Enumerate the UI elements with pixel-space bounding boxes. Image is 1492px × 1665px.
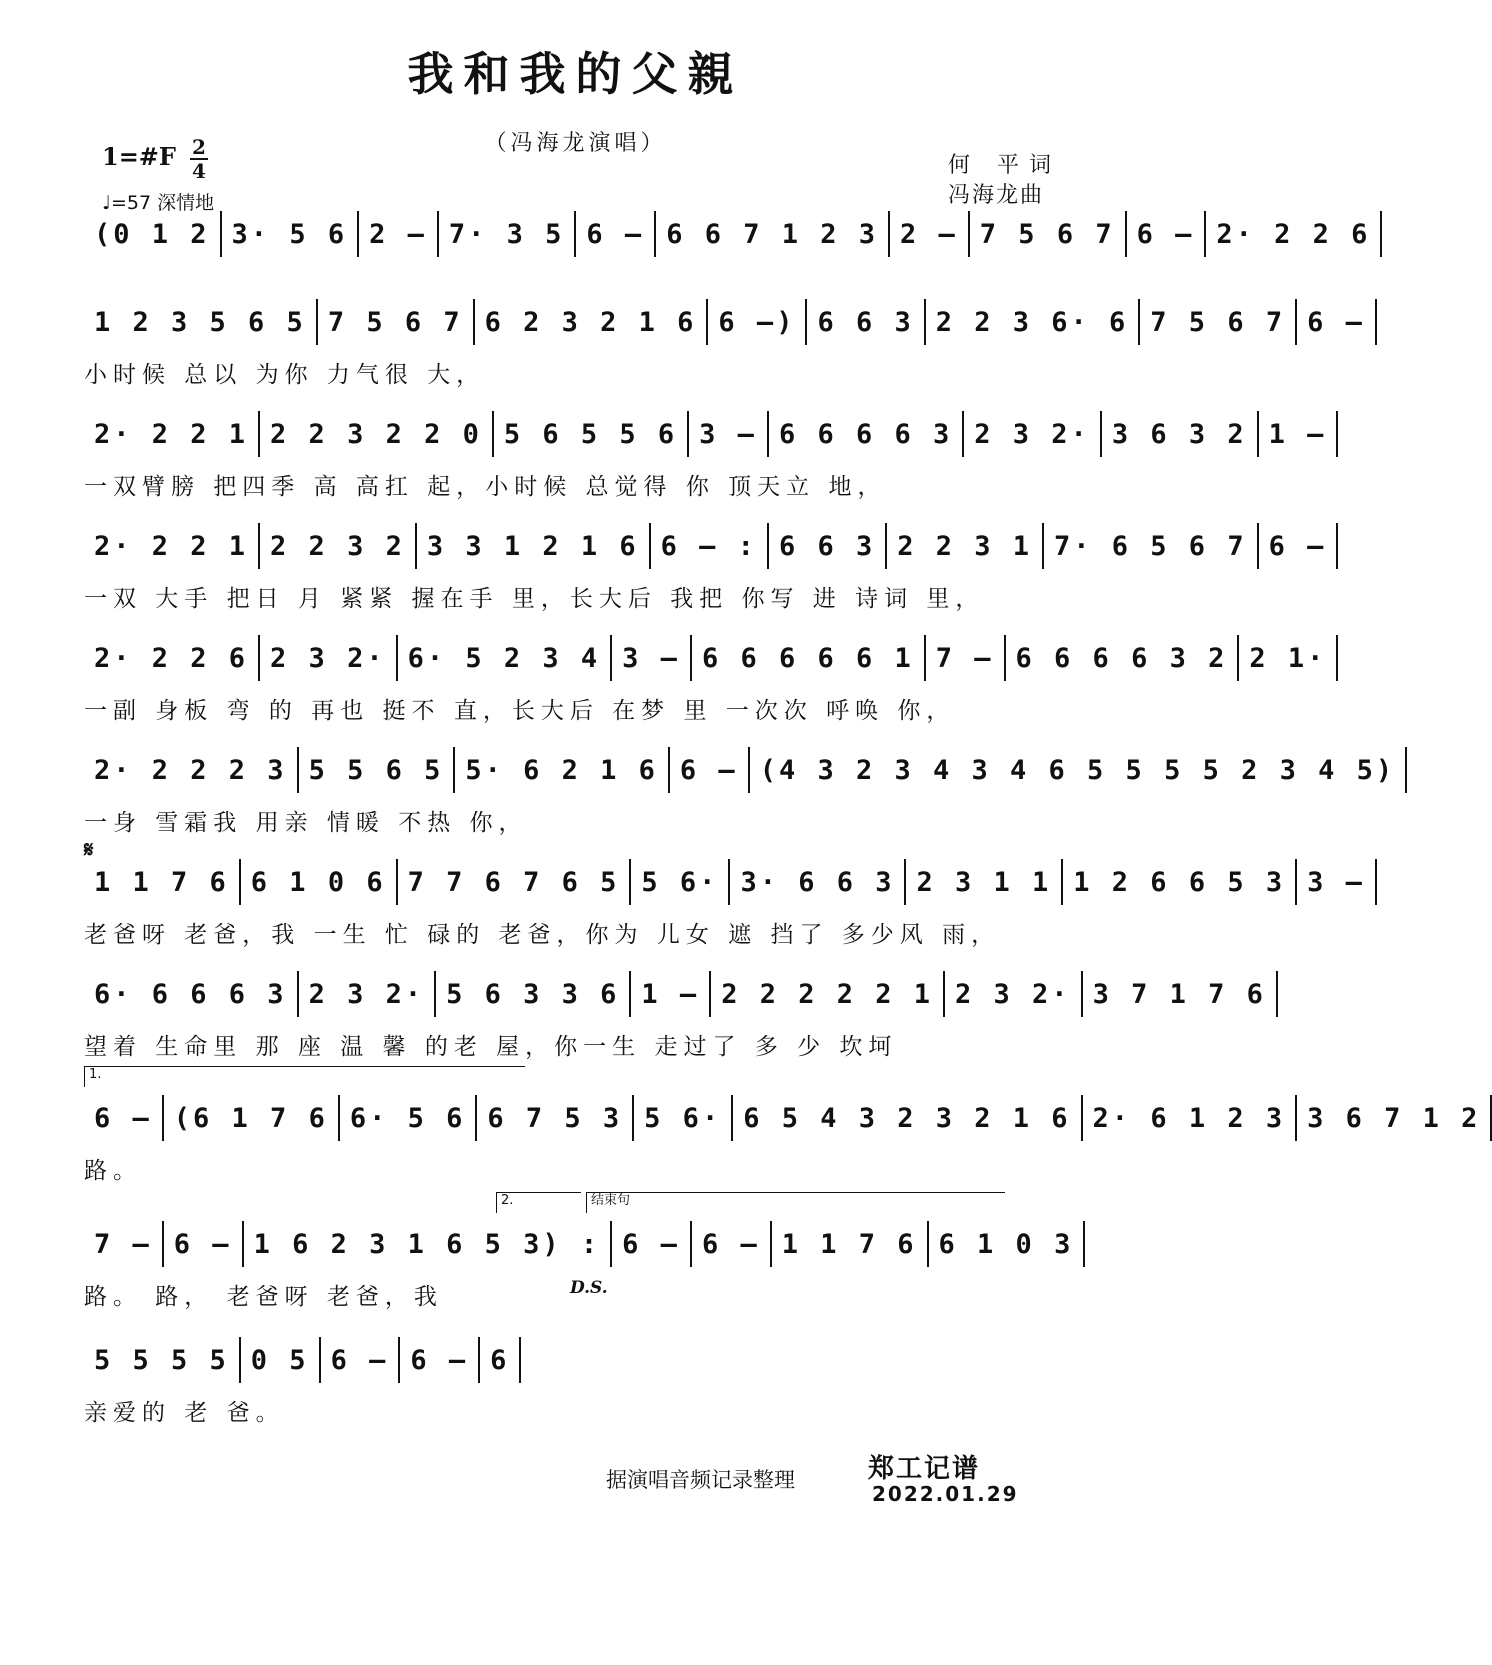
measure: 6· 6 6 6 3 <box>94 978 287 1010</box>
measure: 2 3 2· <box>270 642 386 674</box>
song-title: 我和我的父親 <box>407 47 744 101</box>
lyrics-line: 望着 生命里 那 座 温 馨 的老 屋，你一生 走过了 多 少 坎坷 <box>84 1034 898 1060</box>
bar-line <box>1276 971 1278 1017</box>
measure: 7 5 6 7 <box>1150 306 1286 338</box>
time-signature-bottom: 4 <box>192 159 206 183</box>
bar-line <box>1375 859 1377 905</box>
bar-line <box>1405 747 1407 793</box>
measure: 6 – <box>94 1102 152 1134</box>
measure: 3 – <box>1307 866 1365 898</box>
measure: 2· 2 2 1 <box>94 418 249 450</box>
measure: 3· 5 6 <box>231 218 348 250</box>
measure: 3 3 1 2 1 6 <box>426 530 639 562</box>
measure: 6 7 5 3 <box>487 1102 623 1134</box>
segno-sign: 𝄋 <box>84 838 94 863</box>
measure: 2 2 3 6· 6 <box>935 306 1129 338</box>
bar-line <box>1375 299 1377 345</box>
measure: 2 – <box>369 218 427 250</box>
measure: 6 – : <box>660 530 757 562</box>
measure: 7 – <box>94 1228 152 1260</box>
measure: 7· 3 5 <box>448 218 565 250</box>
measure: 6 – <box>586 218 645 250</box>
bar-line <box>1336 635 1338 681</box>
measure: 0 5 <box>250 1344 309 1376</box>
measure: 2· 2 2 6 <box>94 642 249 674</box>
bar-line <box>1336 411 1338 457</box>
measure: 1 1 7 6 <box>94 866 229 898</box>
measure: (0 1 2 <box>94 218 210 250</box>
measure: 5 6· <box>641 866 719 898</box>
measure: 7 – <box>935 642 994 674</box>
measure: 6 – <box>330 1344 389 1376</box>
notes-row <box>84 1334 1084 1386</box>
measure: 2 2 3 2 <box>270 530 405 562</box>
measure: 6 6 7 1 2 3 <box>666 218 879 250</box>
bar-line <box>1380 211 1382 257</box>
notes-row <box>84 744 1396 796</box>
measure: 3 6 7 1 2 <box>1307 1102 1481 1134</box>
transcriber-brand: 郑工记谱 <box>868 1454 981 1484</box>
measure: 1 6 2 3 1 6 5 3) : <box>253 1228 601 1260</box>
measure: 5 5 6 5 <box>308 754 444 786</box>
lyricist-credit: 何 平词 <box>948 153 1061 178</box>
notes-row <box>84 408 1327 460</box>
notes-row <box>84 520 1327 572</box>
lyrics-line: 路。 路， 老爸呀 老爸，我 <box>84 1284 443 1310</box>
lyrics-line: 老爸呀 老爸，我 一生 忙 碌的 老爸，你为 儿女 遮 挡了 多少风 雨， <box>84 922 1001 948</box>
measure: 6· 5 6 <box>349 1102 466 1134</box>
lyrics-line: 一双臂膀 把四季 高 高扛 起，小时候 总觉得 你 顶天立 地， <box>84 474 887 500</box>
bar-line <box>1336 523 1338 569</box>
notes-row <box>84 208 1371 260</box>
notes-row <box>84 296 1365 348</box>
notes-row <box>84 1092 1481 1144</box>
second-ending-label: 2. <box>501 1193 514 1208</box>
measure: 6 – <box>410 1344 469 1376</box>
time-signature <box>190 136 208 182</box>
lyrics-line: 路。 <box>84 1158 142 1184</box>
measure: 1 2 6 6 5 3 <box>1073 866 1286 898</box>
measure: 6 – <box>679 754 738 786</box>
first-ending-label: 1. <box>89 1067 102 1082</box>
measure: 2 – <box>900 218 958 250</box>
coda-ending-label: 结束句 <box>591 1193 631 1208</box>
lyrics-line: 一身 雪霜我 用亲 情暖 不热 你， <box>84 810 528 836</box>
measure: 3 – <box>699 418 757 450</box>
measure: 2· 2 2 1 <box>94 530 249 562</box>
measure: 6 6 3 <box>778 530 876 562</box>
measure: 6 2 3 2 1 6 <box>484 306 697 338</box>
measure: (4 3 2 3 4 3 4 6 5 5 5 5 2 3 4 5) <box>759 754 1396 786</box>
measure: 6 5 4 3 2 3 2 1 6 <box>743 1102 1071 1134</box>
measure: 1 – <box>641 978 700 1010</box>
measure: 2 3 2· <box>974 418 1090 450</box>
measure: 2 3 1 1 <box>916 866 1052 898</box>
measure: 2 2 2 2 2 1 <box>721 978 934 1010</box>
second-ending-bracket <box>496 1192 581 1213</box>
measure: 6 – <box>701 1228 760 1260</box>
lyrics-line: 一双 大手 把日 月 紧紧 握在手 里，长大后 我把 你写 进 诗词 里， <box>84 586 985 612</box>
measure: 1 1 7 6 <box>781 1228 917 1260</box>
measure: 6 – <box>173 1228 232 1260</box>
measure: 6 6 6 6 3 <box>778 418 953 450</box>
measure: 2 2 3 1 <box>897 530 1033 562</box>
notes-row <box>84 632 1327 684</box>
measure: 7 5 6 7 <box>327 306 463 338</box>
tempo-marking: ♩=57 深情地 <box>102 192 215 214</box>
measure: 5 6 3 3 6 <box>446 978 620 1010</box>
notes-row <box>84 1218 1084 1270</box>
lyrics-line: 亲爱的 老 爸。 <box>84 1400 285 1426</box>
measure: 3 7 1 7 6 <box>1092 978 1266 1010</box>
measure: 2· 6 1 2 3 <box>1092 1102 1286 1134</box>
coda-ending-bracket <box>586 1192 1005 1213</box>
measure: 7· 6 5 6 7 <box>1054 530 1247 562</box>
measure: 6 – <box>1268 530 1327 562</box>
singer-credit: （冯海龙演唱） <box>484 131 667 156</box>
measure: 6 1 0 3 <box>938 1228 1074 1260</box>
lyrics-line: 一副 身板 弯 的 再也 挺不 直，长大后 在梦 里 一次次 呼唤 你， <box>84 698 956 724</box>
measure: 6 <box>490 1344 510 1376</box>
bar-line <box>1083 1221 1085 1267</box>
bar-line <box>519 1337 521 1383</box>
measure: 6 1 0 6 <box>250 866 386 898</box>
measure: 6· 5 2 3 4 <box>407 642 601 674</box>
measure: 2· 2 2 2 3 <box>94 754 287 786</box>
measure: (6 1 7 6 <box>173 1102 328 1134</box>
notes-row <box>84 968 1266 1020</box>
measure: 6 6 6 6 6 1 <box>701 642 914 674</box>
measure: 5 6· <box>644 1102 722 1134</box>
measure: 2 3 2· <box>308 978 425 1010</box>
measure: 6 – <box>1307 306 1365 338</box>
measure: 3 – <box>622 642 680 674</box>
time-signature-top: 2 <box>192 135 206 159</box>
measure: 6 –) <box>718 306 796 338</box>
measure: 2 2 3 2 2 0 <box>270 418 482 450</box>
measure: 3 6 3 2 <box>1111 418 1247 450</box>
measure: 3· 6 6 3 <box>740 866 895 898</box>
measure: 2· 2 2 6 <box>1216 218 1371 250</box>
measure: 7 7 6 7 6 5 <box>407 866 620 898</box>
measure: 5 6 5 5 6 <box>503 418 678 450</box>
measure: 5· 6 2 1 6 <box>465 754 658 786</box>
notes-row <box>84 856 1365 908</box>
measure: 5 5 5 5 <box>94 1344 229 1376</box>
measure: 2 3 2· <box>955 978 1071 1010</box>
measure: 7 5 6 7 <box>979 218 1115 250</box>
measure: 6 – <box>622 1228 680 1260</box>
measure: 6 – <box>1136 218 1195 250</box>
lyrics-line: 小时候 总以 为你 力气很 大， <box>84 362 486 388</box>
first-ending-bracket <box>84 1066 525 1087</box>
source-note: 据演唱音频记录整理 <box>606 1468 795 1492</box>
composer-credit: 冯海龙曲 <box>948 183 1045 208</box>
measure: 1 – <box>1268 418 1327 450</box>
measure: 6 6 6 6 3 2 <box>1015 642 1228 674</box>
measure: 1 2 3 5 6 5 <box>94 306 306 338</box>
measure: 6 6 3 <box>817 306 914 338</box>
key-signature: 1=#F <box>102 142 176 171</box>
dal-segno-mark: D.S. <box>570 1278 608 1298</box>
transcription-date: 2022.01.29 <box>872 1482 1019 1506</box>
measure: 2 1· <box>1249 642 1327 674</box>
